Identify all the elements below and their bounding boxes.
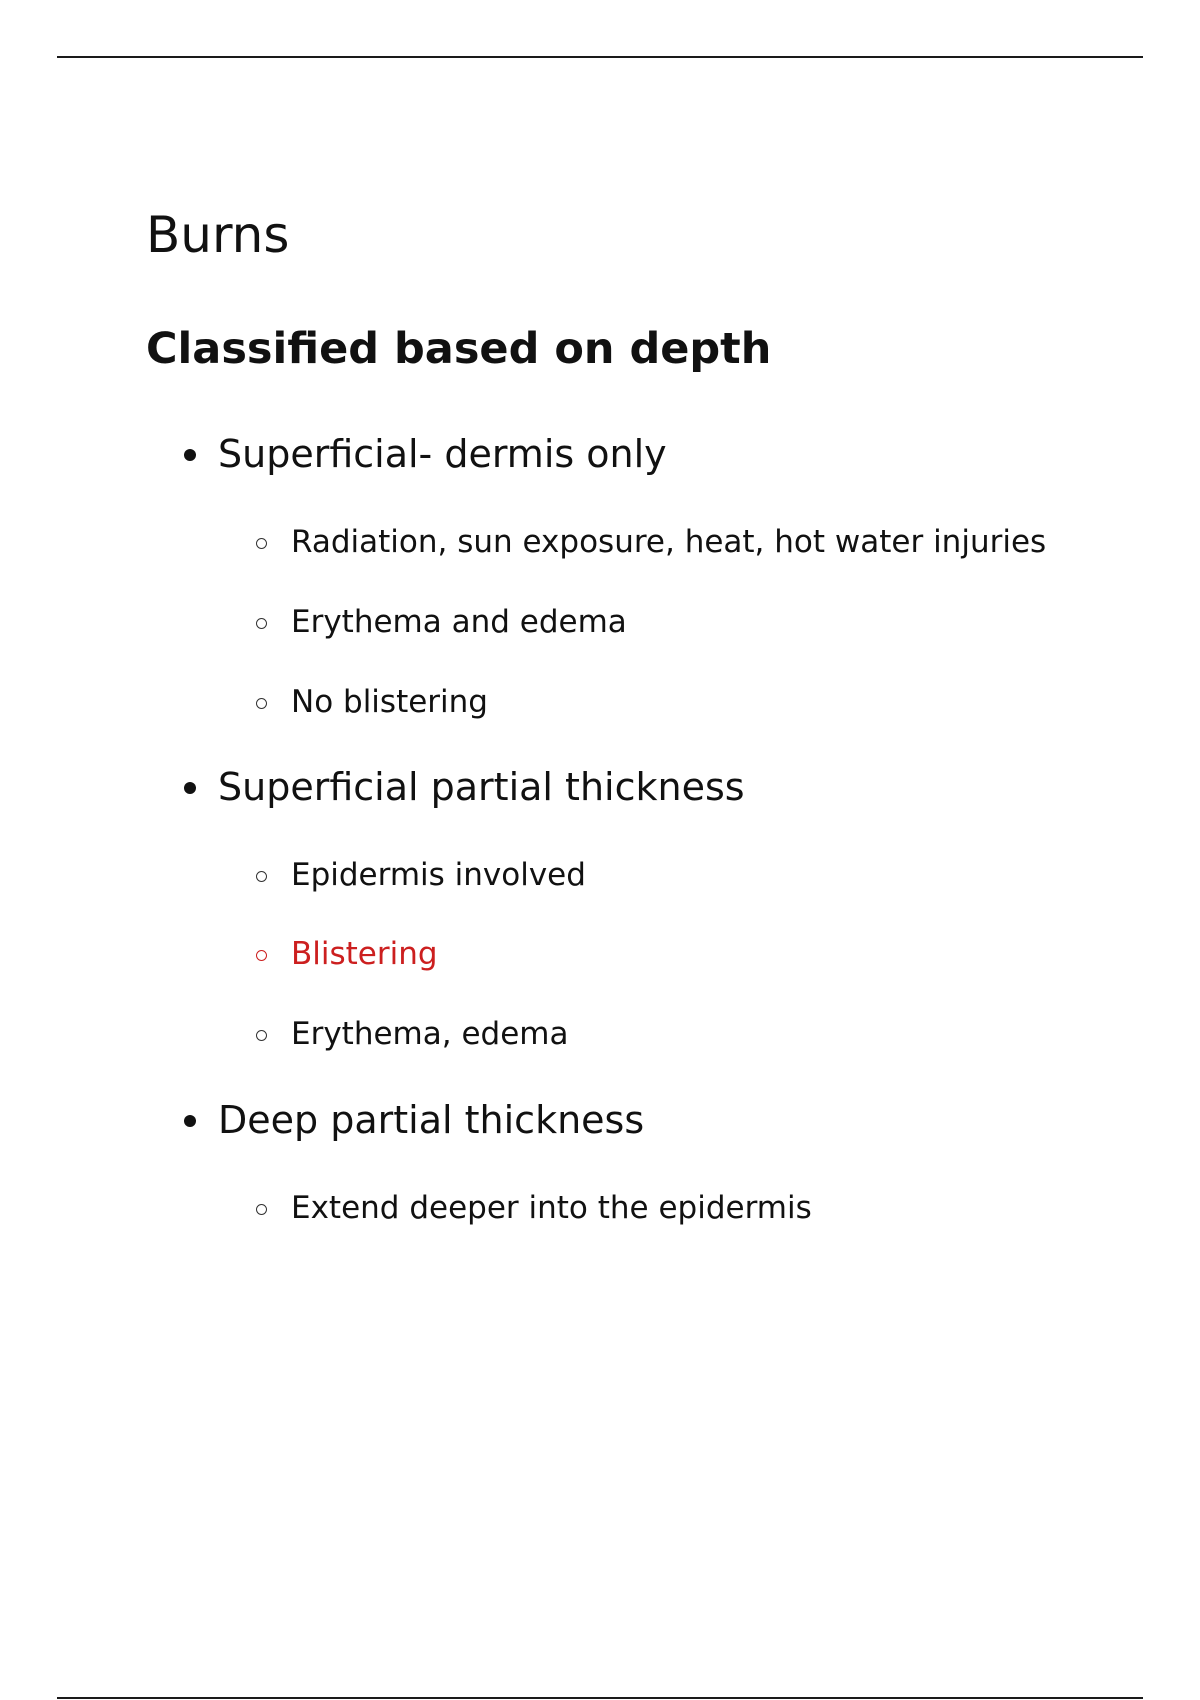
- page-title: Burns: [146, 206, 290, 264]
- bullet-icon: [184, 1115, 196, 1127]
- hollow-bullet-icon: [256, 1030, 267, 1041]
- page-subtitle: Classified based on depth: [146, 324, 772, 374]
- hollow-bullet-icon: [256, 950, 267, 961]
- hollow-bullet-icon: [256, 871, 267, 882]
- hollow-bullet-icon: [256, 698, 267, 709]
- list-item-text: Superficial- dermis only: [218, 432, 667, 476]
- list-item-text: Erythema, edema: [291, 1016, 569, 1052]
- top-rule: [57, 56, 1143, 58]
- list-item-text: Erythema and edema: [291, 604, 627, 640]
- list-item-text: Radiation, sun exposure, heat, hot water injuries: [291, 524, 1047, 560]
- list-item-text: Blistering: [291, 936, 438, 972]
- list-item-text: Epidermis involved: [291, 857, 586, 893]
- hollow-bullet-icon: [256, 1204, 267, 1215]
- hollow-bullet-icon: [256, 538, 267, 549]
- bottom-rule: [57, 1697, 1143, 1699]
- list-item-text: Superficial partial thickness: [218, 765, 745, 809]
- bullet-icon: [184, 449, 196, 461]
- hollow-bullet-icon: [256, 618, 267, 629]
- list-item-text: Deep partial thickness: [218, 1098, 645, 1142]
- bullet-icon: [184, 782, 196, 794]
- list-item-text: No blistering: [291, 684, 488, 720]
- list-item-text: Extend deeper into the epidermis: [291, 1190, 812, 1226]
